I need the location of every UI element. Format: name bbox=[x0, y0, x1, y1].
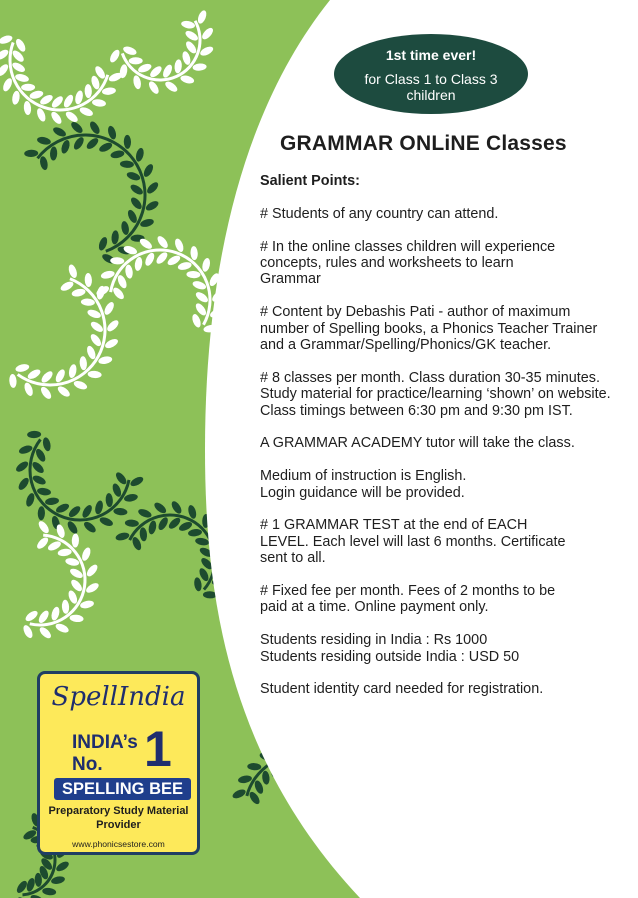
point-medium: Medium of instruction is English. Login guidance will be provided. bbox=[260, 468, 467, 501]
page-title: GRAMMAR ONLiNE Classes bbox=[280, 132, 567, 155]
point-fees: # Fixed fee per month. Fees of 2 months to be paid at a time. Online payment only. bbox=[260, 583, 556, 616]
point-identity-card: Student identity card needed for registration. bbox=[260, 681, 544, 698]
salient-points-heading: Salient Points: bbox=[260, 173, 360, 189]
logo-tagline: Preparatory Study Material Provider bbox=[48, 805, 189, 831]
logo-spelling-bee: SPELLING BEE bbox=[54, 778, 191, 800]
point-schedule: # 8 classes per month. Class duration 30-35 minutes. Study material for practice/learning ‘shown’ on website. Class timings between 6:30 pm and 9:30 pm IST. bbox=[260, 369, 611, 419]
spellindia-logo bbox=[37, 671, 200, 855]
point-prices: Students residing in India : Rs 1000 Students residing outside India : USD 50 bbox=[260, 632, 520, 665]
point-any-country: # Students of any country can attend. bbox=[260, 205, 499, 222]
point-experience: # In the online classes children will experience concepts, rules and worksheets to learn Grammar bbox=[260, 238, 556, 288]
point-tutor: A GRAMMAR ACADEMY tutor will take the class. bbox=[260, 435, 575, 452]
logo-url: www.phonicsestore.com bbox=[72, 839, 165, 849]
badge-headline: 1st time ever! bbox=[385, 47, 477, 63]
point-content-author: # Content by Debashis Pati - author of maximum number of Spelling books, a Phonics Teacher Trainer and a Grammar/Spelling/Phonics/GK teacher. bbox=[260, 304, 598, 354]
first-time-badge bbox=[334, 34, 528, 114]
badge-subtext: for Class 1 to Class 3 children bbox=[364, 71, 498, 103]
salient-points bbox=[260, 173, 632, 714]
logo-number: 1 bbox=[144, 721, 172, 777]
point-test: # 1 GRAMMAR TEST at the end of EACH LEVEL. Each level will last 6 months. Certificate sent to all. bbox=[260, 517, 566, 567]
logo-india-no: INDIA’s No. bbox=[72, 732, 138, 775]
logo-brand: SpellIndia bbox=[51, 682, 186, 712]
